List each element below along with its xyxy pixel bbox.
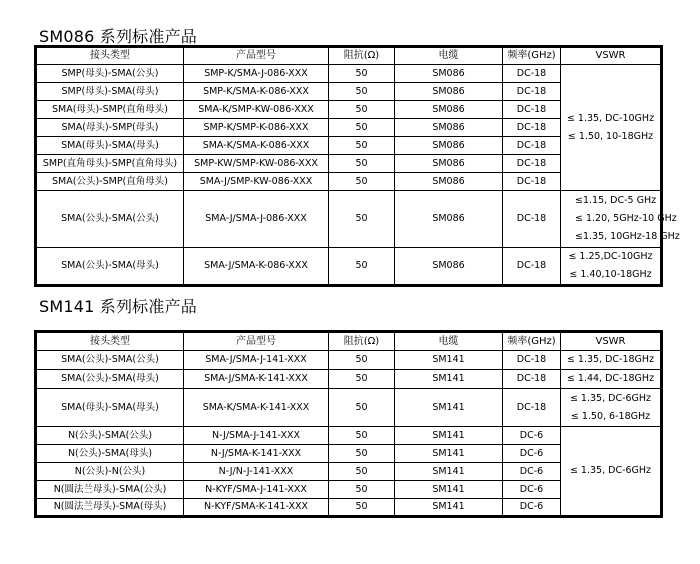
impedance-cell: 50	[329, 389, 395, 427]
cable-cell: SM086	[395, 83, 503, 101]
table-header-row	[36, 47, 662, 65]
cable-cell: SM086	[395, 137, 503, 155]
connector-type-cell: SMA(公头)-SMA(公头)	[36, 191, 184, 248]
header-cable: 电缆	[395, 47, 503, 65]
sm141-spec-table	[34, 330, 663, 518]
vswr-cell	[561, 370, 662, 389]
impedance-cell: 50	[329, 445, 395, 463]
model-cell: SMA-K/SMA-K-086-XXX	[184, 137, 329, 155]
frequency-cell: DC-6	[503, 499, 561, 517]
vswr-line: ≤ 1.25,DC-10GHz	[568, 251, 653, 262]
connector-type-cell: SMA(母头)-SMP(母头)	[36, 119, 184, 137]
vswr-cell	[561, 351, 662, 370]
model-cell: SMA-J/SMP-KW-086-XXX	[184, 173, 329, 191]
model-cell: N-J/SMA-J-141-XXX	[184, 427, 329, 445]
connector-type-cell: SMP(母头)-SMA(公头)	[36, 65, 184, 83]
vswr-cell	[561, 191, 680, 248]
vswr-cell	[561, 65, 662, 191]
sm086-spec-table	[34, 45, 680, 287]
sm086-section-title: SM086 系列标准产品	[39, 27, 197, 46]
cable-cell: SM086	[395, 248, 503, 286]
model-cell: N-J/N-J-141-XXX	[184, 463, 329, 481]
impedance-cell: 50	[329, 101, 395, 119]
frequency-cell: DC-18	[503, 65, 561, 83]
connector-type-cell: SMA(公头)-SMA(公头)	[36, 351, 184, 370]
vswr-line: ≤ 1.35, DC-10GHz	[566, 112, 655, 124]
vswr-line: ≤ 1.44, DC-18GHz	[566, 373, 655, 384]
frequency-cell: DC-6	[503, 463, 561, 481]
impedance-cell: 50	[329, 427, 395, 445]
impedance-cell: 50	[329, 463, 395, 481]
model-cell: N-J/SMA-K-141-XXX	[184, 445, 329, 463]
model-cell: SMP-K/SMA-J-086-XXX	[184, 65, 329, 83]
impedance-cell: 50	[329, 173, 395, 191]
connector-type-cell: SMA(公头)-SMA(母头)	[36, 370, 184, 389]
impedance-cell: 50	[329, 83, 395, 101]
connector-type-cell: SMP(母头)-SMA(母头)	[36, 83, 184, 101]
impedance-cell: 50	[329, 499, 395, 517]
connector-type-cell: SMA(母头)-SMA(母头)	[36, 389, 184, 427]
frequency-cell: DC-18	[503, 351, 561, 370]
impedance-cell: 50	[329, 370, 395, 389]
vswr-cell	[561, 248, 662, 286]
cable-cell: SM086	[395, 173, 503, 191]
frequency-cell: DC-6	[503, 427, 561, 445]
connector-type-cell: SMA(公头)-SMP(直角母头)	[36, 173, 184, 191]
cable-cell: SM086	[395, 155, 503, 173]
vswr-line: ≤ 1.50, 10-18GHz	[567, 130, 654, 142]
vswr-cell	[561, 389, 662, 427]
impedance-cell: 50	[329, 481, 395, 499]
cable-cell: SM086	[395, 119, 503, 137]
impedance-cell: 50	[329, 119, 395, 137]
frequency-cell: DC-18	[503, 389, 561, 427]
header-cable: 电缆	[395, 332, 503, 351]
frequency-cell: DC-6	[503, 481, 561, 499]
model-cell: SMA-K/SMA-K-141-XXX	[184, 389, 329, 427]
impedance-cell: 50	[329, 155, 395, 173]
cable-cell: SM141	[395, 499, 503, 517]
model-cell: SMA-J/SMA-J-141-XXX	[184, 351, 329, 370]
connector-type-cell: N(公头)-SMA(母头)	[36, 445, 184, 463]
table-row	[36, 351, 662, 370]
frequency-cell: DC-18	[503, 119, 561, 137]
cable-cell: SM141	[395, 389, 503, 427]
vswr-cell	[561, 427, 662, 517]
connector-type-cell: SMA(公头)-SMA(母头)	[36, 248, 184, 286]
cable-cell: SM086	[395, 101, 503, 119]
impedance-cell: 50	[329, 137, 395, 155]
frequency-cell: DC-18	[503, 83, 561, 101]
sm141-section-title: SM141 系列标准产品	[39, 297, 197, 316]
vswr-line: ≤ 1.35, DC-18GHz	[566, 354, 655, 365]
vswr-line: ≤ 1.50, 6-18GHz	[570, 410, 651, 422]
model-cell: N-KYF/SMA-J-141-XXX	[184, 481, 329, 499]
cable-cell: SM141	[395, 370, 503, 389]
frequency-cell: DC-18	[503, 248, 561, 286]
connector-type-cell: N(圆法兰母头)-SMA(公头)	[36, 481, 184, 499]
table-row	[36, 370, 662, 389]
impedance-cell: 50	[329, 248, 395, 286]
connector-type-cell: SMP(直角母头)-SMP(直角母头)	[36, 155, 184, 173]
impedance-cell: 50	[329, 351, 395, 370]
frequency-cell: DC-18	[503, 101, 561, 119]
connector-type-cell: N(公头)-N(公头)	[36, 463, 184, 481]
table-header-row	[36, 332, 662, 351]
header-frequency: 频率(GHz)	[503, 47, 561, 65]
header-connector-type: 接头类型	[36, 47, 184, 65]
header-model: 产品型号	[184, 332, 329, 351]
header-impedance: 阻抗(Ω)	[329, 47, 395, 65]
cable-cell: SM086	[395, 191, 503, 248]
vswr-line: ≤ 1.35, DC-6GHz	[569, 392, 652, 404]
model-cell: N-KYF/SMA-K-141-XXX	[184, 499, 329, 517]
vswr-line: ≤ 1.35, DC-6GHz	[569, 465, 652, 476]
cable-cell: SM141	[395, 351, 503, 370]
model-cell: SMA-K/SMP-KW-086-XXX	[184, 101, 329, 119]
cable-cell: SM141	[395, 481, 503, 499]
cable-cell: SM086	[395, 65, 503, 83]
connector-type-cell: SMA(母头)-SMP(直角母头)	[36, 101, 184, 119]
header-frequency: 频率(GHz)	[503, 332, 561, 351]
model-cell: SMA-J/SMA-K-086-XXX	[184, 248, 329, 286]
header-model: 产品型号	[184, 47, 329, 65]
header-impedance: 阻抗(Ω)	[329, 332, 395, 351]
cable-cell: SM141	[395, 463, 503, 481]
connector-type-cell: N(圆法兰母头)-SMA(母头)	[36, 499, 184, 517]
model-cell: SMP-KW/SMP-KW-086-XXX	[184, 155, 329, 173]
table-row	[36, 191, 662, 248]
header-vswr: VSWR	[561, 47, 662, 65]
table-row	[36, 427, 662, 445]
frequency-cell: DC-18	[503, 173, 561, 191]
frequency-cell: DC-18	[503, 370, 561, 389]
frequency-cell: DC-18	[503, 137, 561, 155]
table-row	[36, 65, 662, 83]
frequency-cell: DC-6	[503, 445, 561, 463]
cable-cell: SM141	[395, 445, 503, 463]
frequency-cell: DC-18	[503, 155, 561, 173]
frequency-cell: DC-18	[503, 191, 561, 248]
cable-cell: SM141	[395, 427, 503, 445]
vswr-line: ≤1.15, DC-5 GHz	[575, 195, 657, 206]
table-row	[36, 389, 662, 427]
vswr-line: ≤1.35, 10GHz-18 GHz	[575, 231, 680, 242]
model-cell: SMA-J/SMA-J-086-XXX	[184, 191, 329, 248]
header-connector-type: 接头类型	[36, 332, 184, 351]
model-cell: SMA-J/SMA-K-141-XXX	[184, 370, 329, 389]
model-cell: SMP-K/SMA-K-086-XXX	[184, 83, 329, 101]
model-cell: SMP-K/SMP-K-086-XXX	[184, 119, 329, 137]
vswr-line: ≤ 1.20, 5GHz-10 GHz	[575, 213, 677, 224]
vswr-line: ≤ 1.40,10-18GHz	[569, 269, 652, 280]
impedance-cell: 50	[329, 191, 395, 248]
table-row	[36, 248, 662, 286]
header-vswr: VSWR	[561, 332, 662, 351]
impedance-cell: 50	[329, 65, 395, 83]
connector-type-cell: SMA(母头)-SMA(母头)	[36, 137, 184, 155]
connector-type-cell: N(公头)-SMA(公头)	[36, 427, 184, 445]
